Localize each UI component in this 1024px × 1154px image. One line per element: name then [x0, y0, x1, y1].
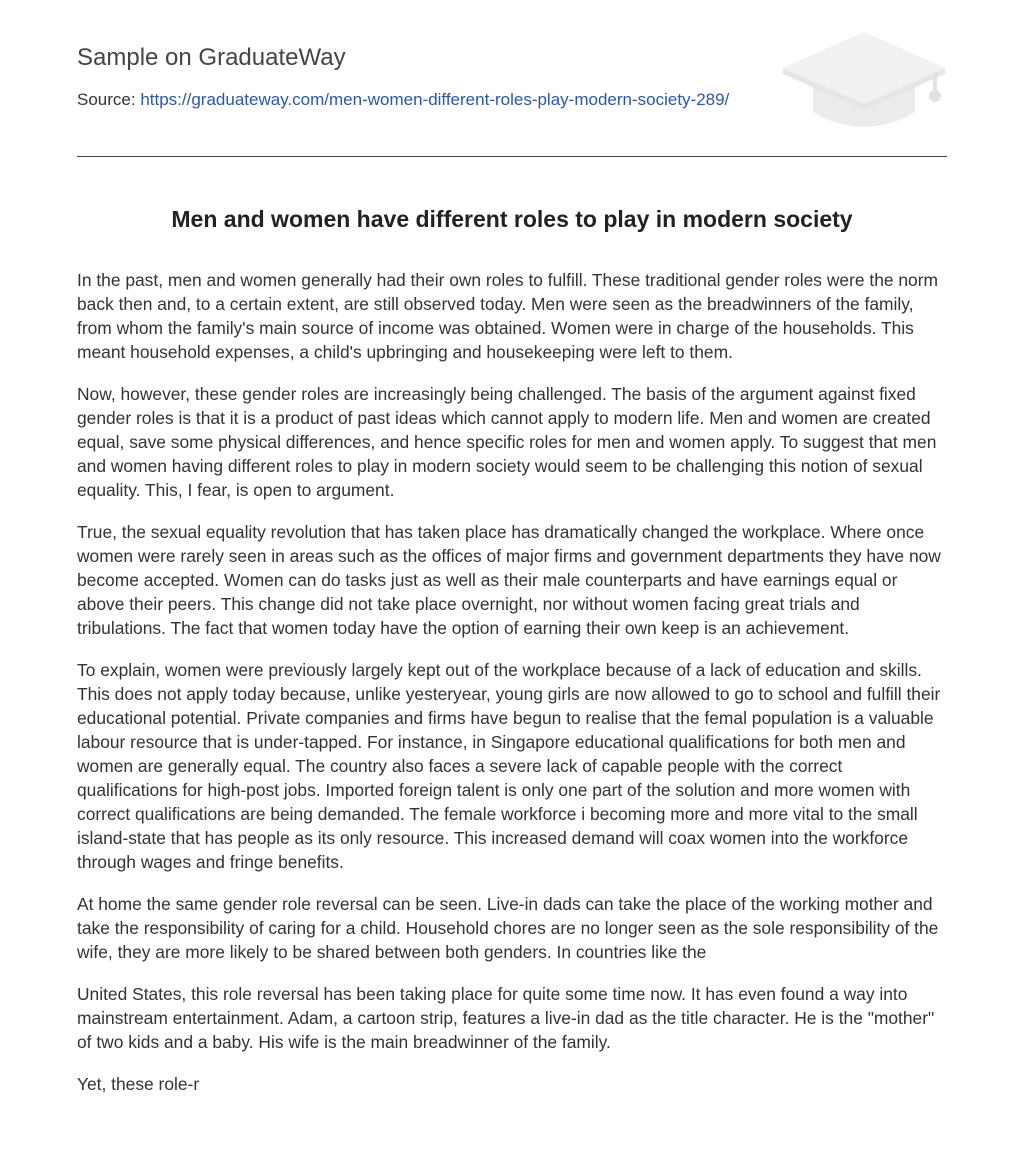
article-body [77, 268, 947, 1114]
paragraph-5: At home the same gender role reversal can be seen. Live-in dads can take the place of the working mother and take the responsibility of caring for a child. Household chores are no longer seen as the sole responsibility of the wife, they are more likely to be shared between both genders. In countries like the [77, 894, 939, 962]
paragraph-6: United States, this role reversal has been taking place for quite some time now. It has even found a way into mainstream entertainment. Adam, a cartoon strip, features a live-in dad as the title character. He is the "mother" of two kids and a baby. His wife is the main breadwinner of the family. [77, 984, 935, 1052]
source-line [77, 90, 729, 110]
source-link[interactable]: https://graduateway.com/men-women-different-roles-play-modern-society-289/ [140, 90, 730, 109]
header [77, 0, 947, 157]
graduation-cap-icon [781, 30, 947, 132]
paragraph-4: To explain, women were previously largely kept out of the workplace because of a lack of education and skills. This does not apply today because, unlike yesteryear, young girls are now allowed to go to school and fulfill their educational potential. Private companies and firms have begun to realise that the femal population is a valuable labour resource that is under-tapped. For instance, in Singapore educational qualifications for both men and women are generally equal. The country also faces a severe lack of capable people with the correct qualifications for high-post jobs. Imported foreign talent is only one part of the solution and more women with correct qualifications are being demanded. The female workforce i becoming more and more vital to the small island-state that has people as its only resource. This increased demand will coax women into the workforce through wages and fringe benefits. [77, 660, 941, 872]
paragraph-2: Now, however, these gender roles are increasingly being challenged. The basis of the argument against fixed gender roles is that it is a product of past ideas which cannot apply to modern life. Men and women are created equal, save some physical differences, and hence specific roles for men and women apply. To suggest that men and women having different roles to play in modern society would seem to be challenging this notion of sexual equality. This, I fear, is open to argument. [77, 384, 937, 500]
paragraph-3: True, the sexual equality revolution that has taken place has dramatically changed the workplace. Where once women were rarely seen in areas such as the offices of major firms and government departments they have now become accepted. Women can do tasks just as well as their male counterparts and have earnings equal or above their peers. This change did not take place overnight, nor without women facing great trials and tribulations. The fact that women today have the option of earning their own keep is an achievement. [77, 522, 941, 638]
page [77, 0, 947, 1094]
source-label: Source: [77, 90, 136, 109]
site-name: Sample on GraduateWay [77, 44, 346, 71]
paragraph-1: In the past, men and women generally had their own roles to fulfill. These traditional gender roles were the norm back then and, to a certain extent, are still observed today. Men were seen as the breadwinners of the family, from whom the family's main source of income was obtained. Women were in charge of the households. This meant household expenses, a child's upbringing and housekeeping were left to them. [77, 270, 938, 362]
paragraph-7: Yet, these role-r [77, 1074, 200, 1094]
article-title: Men and women have different roles to play in modern society [171, 206, 853, 232]
